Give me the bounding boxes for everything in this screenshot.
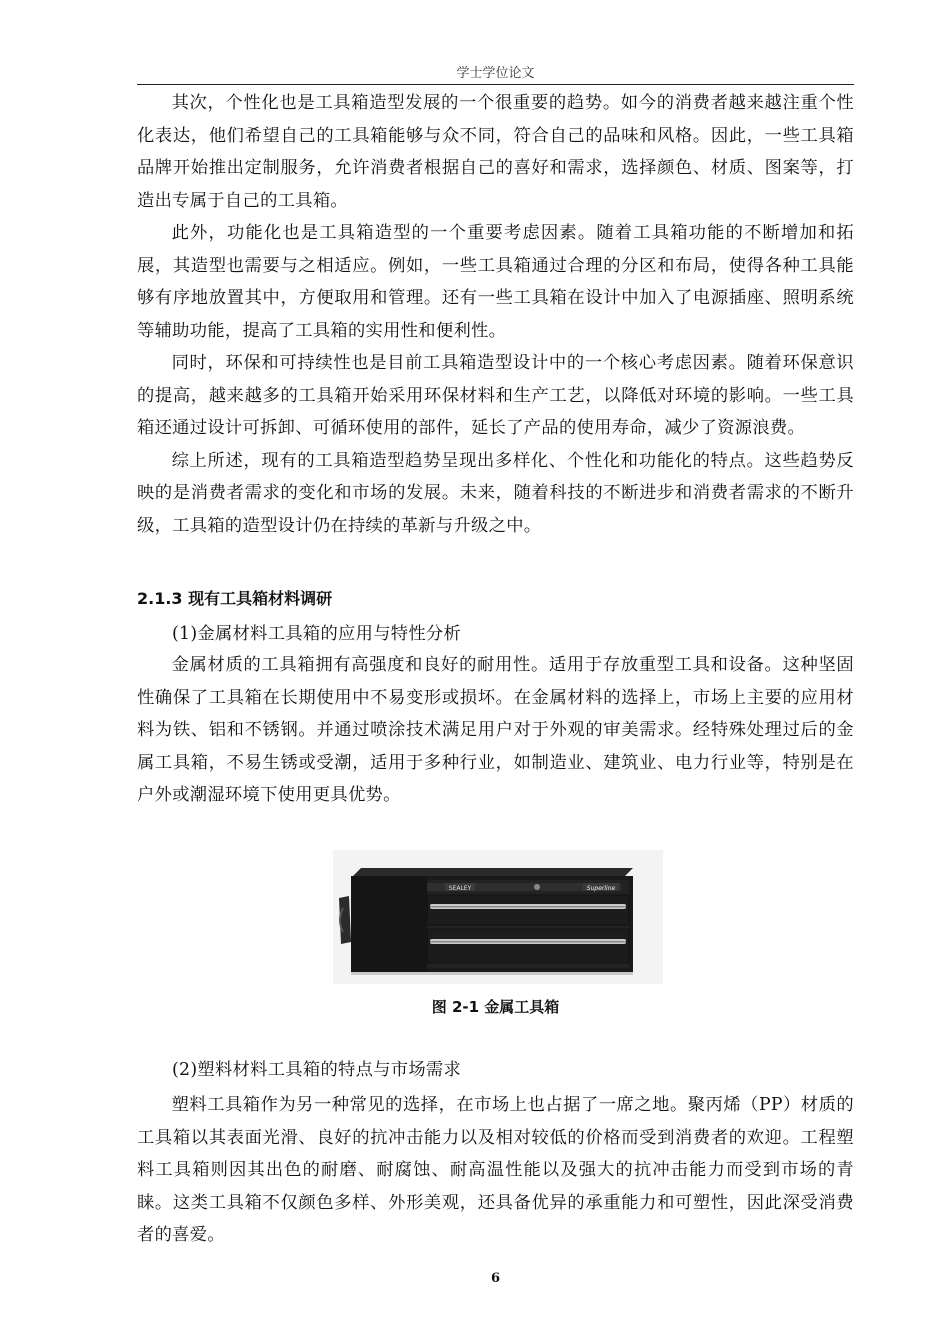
paragraph-metal: 金属材质的工具箱拥有高强度和良好的耐用性。适用于存放重型工具和设备。这种坚固性确保了工具箱在长期使用中不易变形或损坏。在金属材料的选择上，市场上主要的应用材料为铁、铝和不锈钢。并通过喷涂技术满足用户对于外观的审美需求。经特殊处理过后的金属工具箱，不易生锈或受潮，适用于多种行业，如制造业、建筑业、电力行业等，特别是在户外或潮湿环境下使用更具优势。	[137, 655, 854, 805]
brand-label-left: SEALEY	[448, 885, 472, 892]
body-text-plastic	[137, 1089, 854, 1252]
paragraph-plastic: 塑料工具箱作为另一种常见的选择，在市场上也占据了一席之地。聚丙烯（PP）材质的工具箱以其表面光滑、良好的抗冲击能力以及相对较低的价格而受到消费者的欢迎。工程塑料工具箱则因其出色的耐磨、耐腐蚀、耐高温性能以及强大的抗冲击能力而受到市场的青睐。这类工具箱不仅颜色多样、外形美观，还具备优异的承重能力和可塑性，因此深受消费者的喜爱。	[137, 1095, 854, 1245]
paragraph-functionality: 此外，功能化也是工具箱造型的一个重要考虑因素。随着工具箱功能的不断增加和拓展，其造型也需要与之相适应。例如，一些工具箱通过合理的分区和布局，使得各种工具能够有序地放置其中，方便取用和管理。还有一些工具箱在设计中加入了电源插座、照明系统等辅助功能，提高了工具箱的实用性和便利性。	[137, 223, 854, 341]
figure-metal-toolbox	[333, 850, 663, 984]
paragraph-personalization: 其次，个性化也是工具箱造型发展的一个很重要的趋势。如今的消费者越来越注重个性化表达，他们希望自己的工具箱能够与众不同，符合自己的品味和风格。因此，一些工具箱品牌开始推出定制服务，允许消费者根据自己的喜好和需求，选择颜色、材质、图案等，打造出专属于自己的工具箱。	[137, 93, 854, 211]
subheading-plastic: (2)塑料材料工具箱的特点与市场需求	[172, 1060, 462, 1080]
lock-icon	[534, 884, 540, 890]
page-number: 6	[490, 1271, 501, 1286]
brand-label-right: Superline	[586, 885, 616, 892]
paragraph-sustainability: 同时，环保和可持续性也是目前工具箱造型设计中的一个核心考虑因素。随着环保意识的提高，越来越多的工具箱开始采用环保材料和生产工艺，以降低对环境的影响。一些工具箱还通过设计可拆卸、可循环使用的部件，延长了产品的使用寿命，减少了资源浪费。	[137, 353, 854, 438]
subheading-metal: (1)金属材料工具箱的应用与特性分析	[172, 624, 462, 644]
section-heading: 2.1.3 现有工具箱材料调研	[137, 589, 333, 608]
body-text-top	[137, 87, 854, 542]
toolbox-illustration	[333, 850, 663, 984]
figure-caption: 图 2-1 金属工具箱	[431, 998, 560, 1016]
header-rule	[137, 84, 854, 85]
running-header: 学士学位论文	[456, 66, 535, 81]
body-text-metal	[137, 649, 854, 812]
paragraph-summary: 综上所述，现有的工具箱造型趋势呈现出多样化、个性化和功能化的特点。这些趋势反映的是消费者需求的变化和市场的发展。未来，随着科技的不断进步和消费者需求的不断升级，工具箱的造型设计仍在持续的革新与升级之中。	[137, 450, 854, 536]
